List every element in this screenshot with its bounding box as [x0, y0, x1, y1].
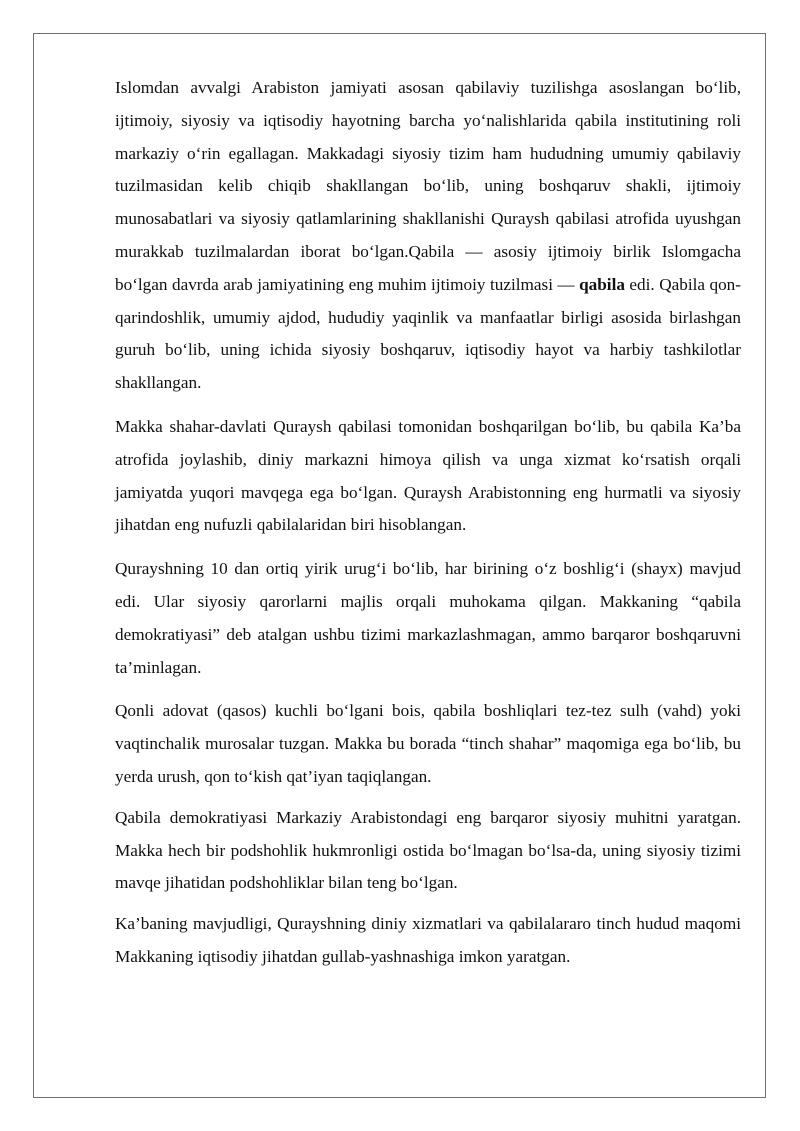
document-body: [115, 72, 741, 974]
paragraph-1-text-start: Islomdan avvalgi Arabiston jamiyati asosan qabilaviy tuzilishga asoslangan bo‘lib, ijtimoiy, siyosiy va iqtisodiy hayotning barcha yo‘nalishlarida qabila institutining roli markaziy o‘rin egallagan. Makkadagi siyosiy tizim ham hududning umumiy qabilaviy tuzilmasidan kelib chiqib shakllangan bo‘lib, uning boshqaruv shakli, ijtimoiy munosabatlari va siyosiy qatlamlarining shakllanishi Quraysh qabilasi atrofida uyushgan murakkab tuzilmalardan iborat bo‘lgan.Qabila — asosiy ijtimoiy birlik Islomgacha bo‘lgan davrda arab jamiyatining eng muhim ijtimoiy tuzilmasi —: [115, 78, 741, 294]
paragraph-6: Ka’baning mavjudligi, Qurayshning diniy xizmatlari va qabilalararo tinch hudud maqomi Makkaning iqtisodiy jihatdan gullab-yashnashiga imkon yaratgan.: [115, 914, 741, 966]
paragraph-4: Qonli adovat (qasos) kuchli bo‘lgani bois, qabila boshliqlari tez-tez sulh (vahd) yoki vaqtinchalik murosalar tuzgan. Makka bu borada “tinch shahar” maqomiga ega bo‘lib, bu yerda urush, qon to‘kish qat’iyan taqiqlangan.: [115, 701, 741, 786]
paragraph-2: Makka shahar-davlati Quraysh qabilasi tomonidan boshqarilgan bo‘lib, bu qabila Ka’ba atrofida joylashib, diniy markazni himoya qilish va unga xizmat ko‘rsatish orqali jamiyatda yuqori mavqega ega bo‘lgan. Quraysh Arabistonning eng hurmatli va siyosiy jihatdan eng nufuzli qabilalaridan biri hisoblangan.: [115, 416, 741, 535]
paragraph-1-text-end: edi. Qabila qon-qarindoshlik, umumiy ajdod, hududiy yaqinlik va manfaatlar birligi asosida birlashgan guruh bo‘lib, uning ichida siyosiy boshqaruv, iqtisodiy hayot va harbiy tashkilotlar shakllangan.: [115, 274, 741, 393]
bold-term-qabila: qabila: [579, 274, 625, 294]
paragraph-1: [115, 72, 741, 400]
paragraph-3: Qurayshning 10 dan ortiq yirik urug‘i bo‘lib, har birining o‘z boshlig‘i (shayx) mavjud edi. Ular siyosiy qarorlarni majlis orqali muhokama qilgan. Makkaning “qabila demokratiyasi” deb atalgan ushbu tizimi markazlashmagan, ammo barqaror boshqaruvni ta’minlagan.: [115, 559, 741, 677]
paragraph-5: Qabila demokratiyasi Markaziy Arabistondagi eng barqaror siyosiy muhitni yaratgan. Makka hech bir podshohlik hukmronligi ostida bo‘lmagan bo‘lsa-da, uning siyosiy tizimi mavqe jihatidan podshohliklar bilan teng bo‘lgan.: [115, 807, 741, 893]
